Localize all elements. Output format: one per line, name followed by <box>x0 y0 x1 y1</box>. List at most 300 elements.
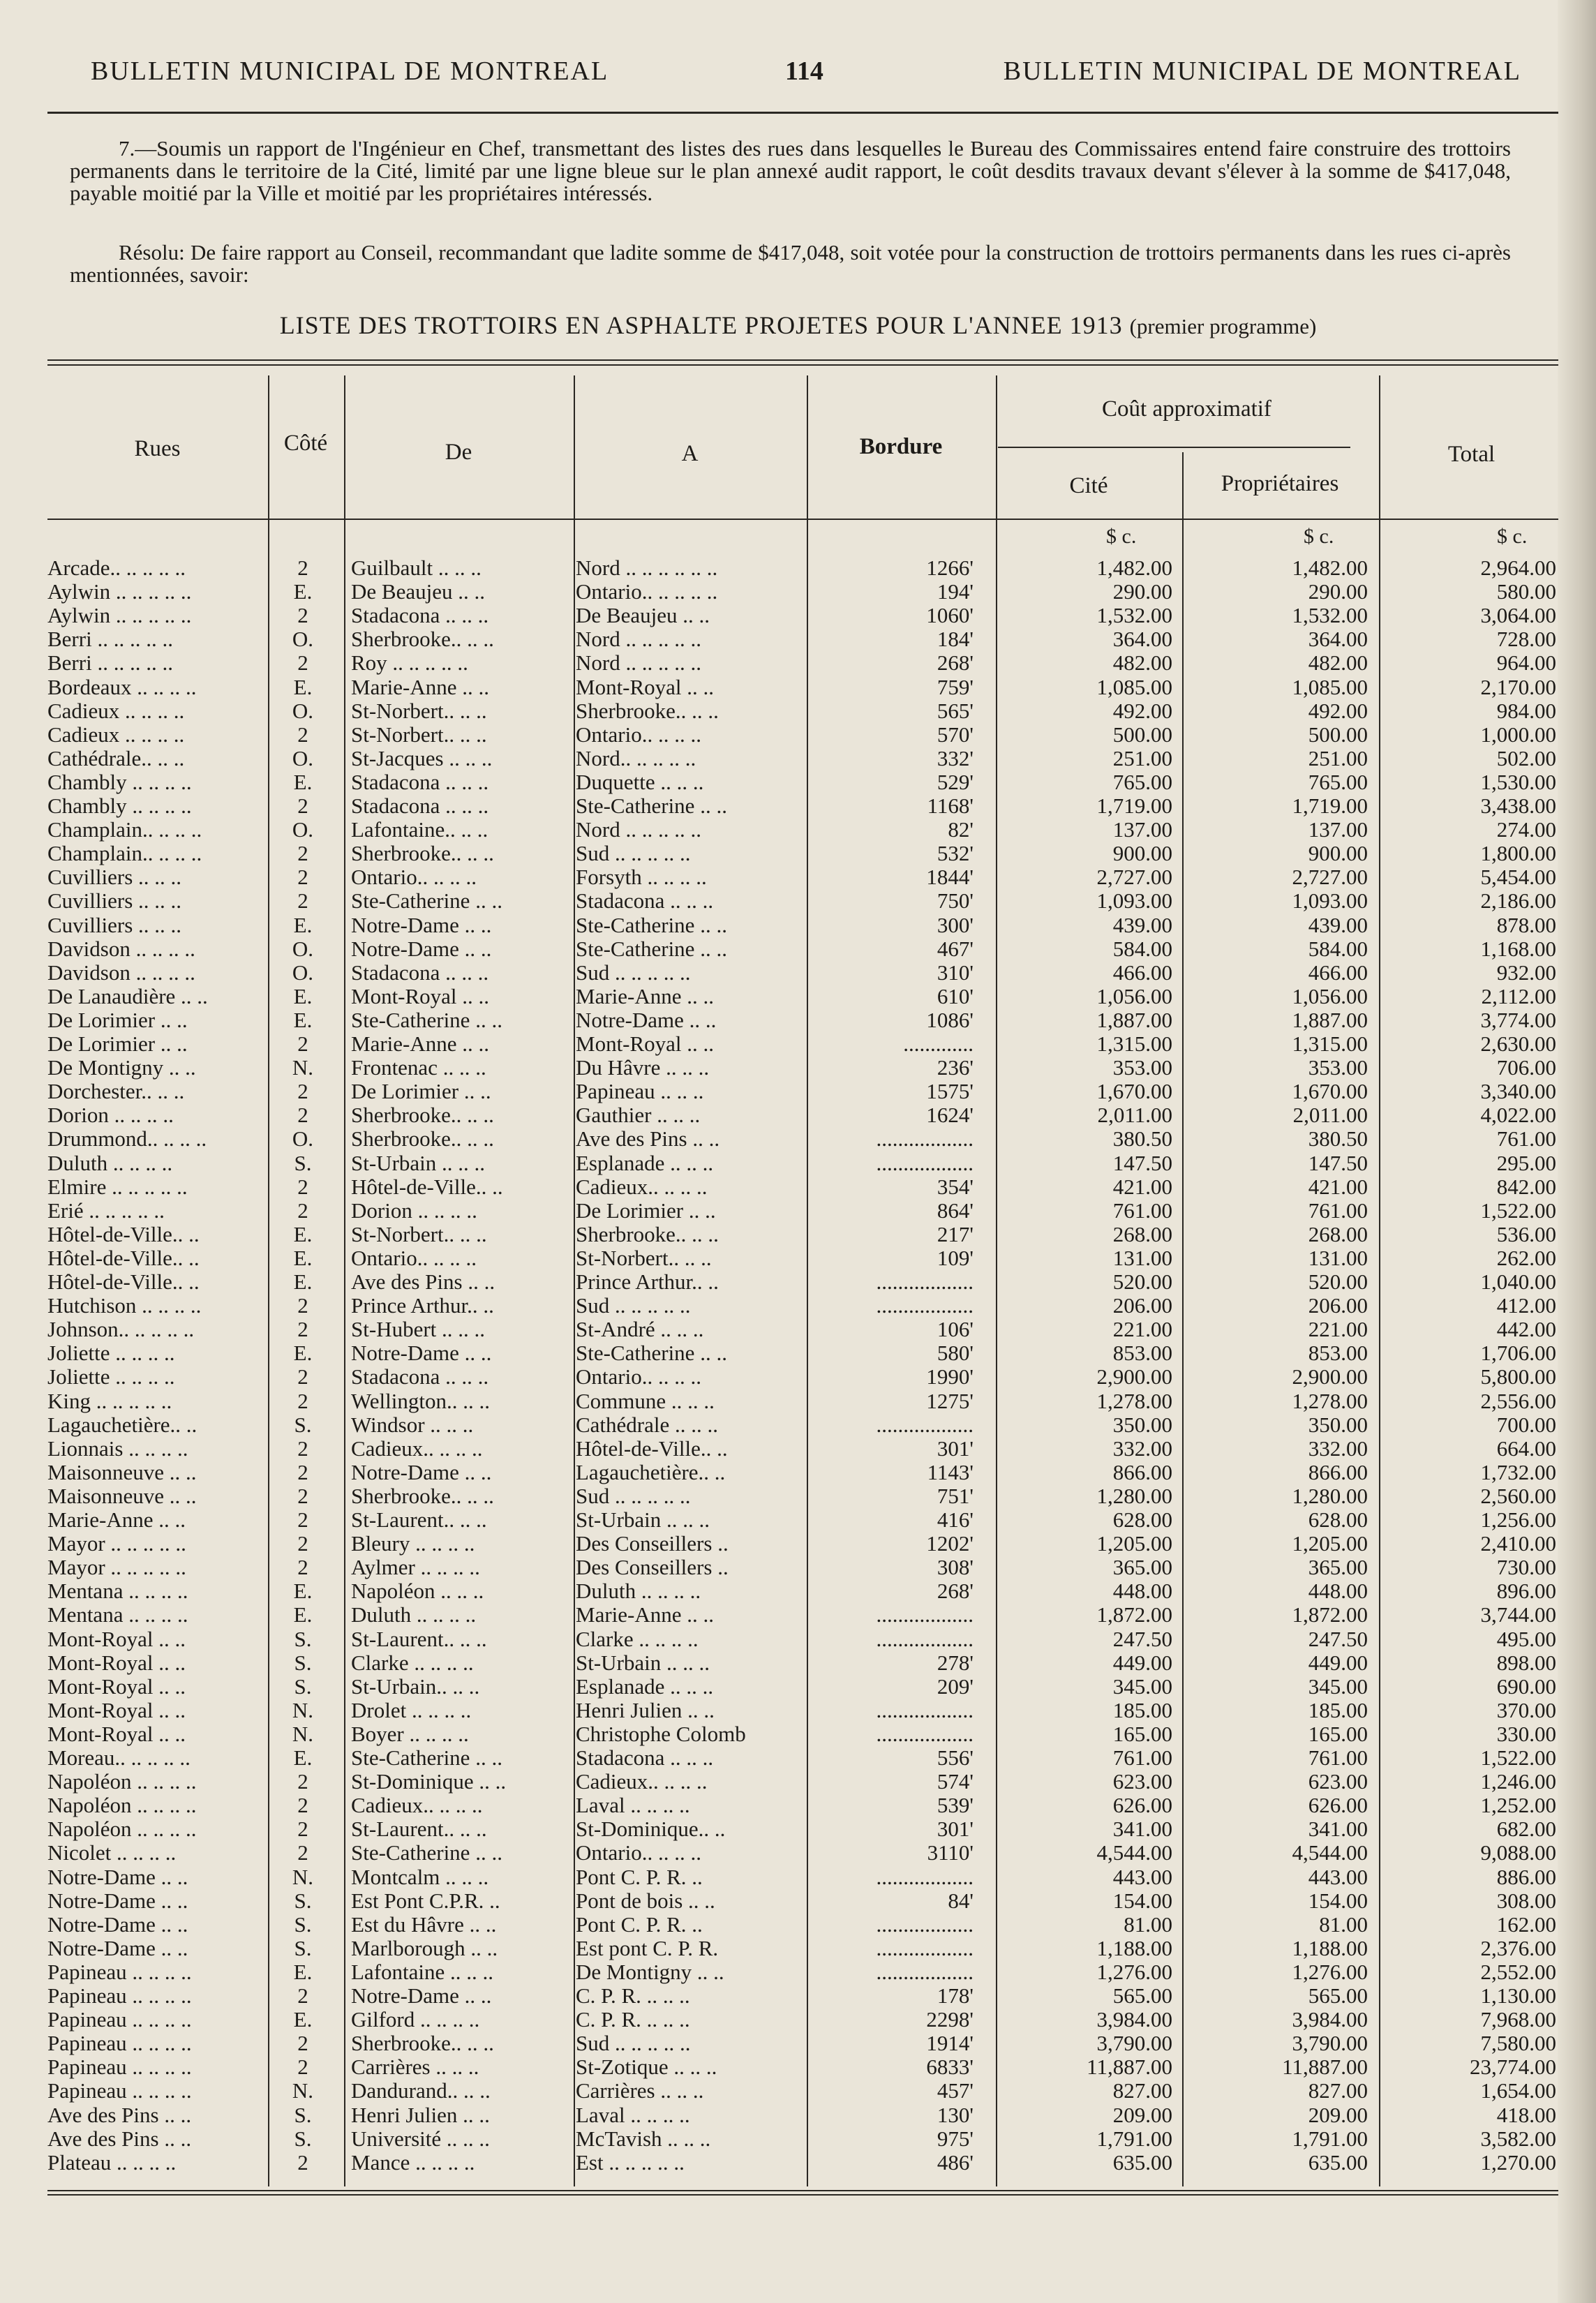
table-row <box>0 1389 1596 1413</box>
cell-a: Ste-Catherine .. .. <box>576 936 727 961</box>
cell-de: Bleury .. .. .. .. <box>351 1531 475 1556</box>
cell-total: 3,582.00 <box>1480 2126 1556 2151</box>
cell-rue: Cadieux .. .. .. .. <box>47 722 185 747</box>
cell-cote: 2 <box>297 2149 308 2175</box>
col-header-cote: Côté <box>283 431 328 456</box>
cell-cote: 2 <box>297 1103 308 1128</box>
cell-total: 1,040.00 <box>1480 1269 1556 1294</box>
cell-de: Hôtel-de-Ville.. .. <box>351 1174 503 1199</box>
cell-a: Marie-Anne .. .. <box>576 1602 714 1627</box>
cell-total: 5,800.00 <box>1480 1364 1556 1389</box>
cell-rue: Dorchester.. .. .. <box>47 1079 185 1104</box>
table-row <box>0 2079 1596 2103</box>
cell-de: Notre-Dame .. .. <box>351 1459 492 1484</box>
cell-bordure: 529' <box>937 769 974 794</box>
cell-total: 370.00 <box>1496 1697 1556 1722</box>
paragraph-resolu: Résolu: De faire rapport au Conseil, recommandant que ladite somme de $417,048, soit votée pour la construction de trottoirs permanents dans les rues ci-après mentionnées, savoir: <box>70 240 1511 287</box>
cell-cout-proprietaires: 147.50 <box>1308 1150 1368 1175</box>
table-row <box>0 1223 1596 1246</box>
cell-de: Notre-Dame .. .. <box>351 912 492 937</box>
table-row <box>0 2103 1596 2127</box>
col-header-rues: Rues <box>134 436 181 461</box>
cell-a: Ste-Catherine .. .. <box>576 912 727 937</box>
cell-de: Ontario.. .. .. .. <box>351 1245 477 1270</box>
cell-a: Papineau .. .. .. <box>576 1079 704 1104</box>
cell-cote: 2 <box>297 650 308 676</box>
table-row <box>0 1865 1596 1889</box>
cell-de: Cadieux.. .. .. .. <box>351 1793 483 1818</box>
cell-cote: E. <box>293 1269 313 1294</box>
cell-cout-cite: 492.00 <box>1112 698 1172 723</box>
cell-de: Henri Julien .. .. <box>351 2102 490 2127</box>
cell-cout-proprietaires: 853.00 <box>1308 1341 1368 1366</box>
cell-de: St-Norbert.. .. .. <box>351 698 487 723</box>
cell-cote: S. <box>294 1674 312 1699</box>
cell-cote: 2 <box>297 603 308 628</box>
cell-cout-proprietaires: 380.50 <box>1308 1126 1368 1152</box>
table-row <box>0 651 1596 675</box>
cell-de: Marie-Anne .. .. <box>351 1031 489 1056</box>
cell-total: 536.00 <box>1496 1221 1556 1246</box>
cell-rue: Mont-Royal .. .. <box>47 1674 186 1699</box>
cell-de: Sherbrooke.. .. .. <box>351 627 494 652</box>
cell-a: De Montigny .. .. <box>576 1959 724 1984</box>
cell-rue: Plateau .. .. .. .. <box>47 2149 177 2175</box>
cell-cout-proprietaires: 866.00 <box>1308 1459 1368 1484</box>
cell-a: Pont C. P. R. .. <box>576 1864 703 1889</box>
cell-a: Sud .. .. .. .. .. <box>576 1483 691 1508</box>
cell-cote: 2 <box>297 1174 308 1199</box>
table-row <box>0 2055 1596 2079</box>
cell-bordure: .................. <box>876 1864 974 1889</box>
cell-rue: Notre-Dame .. .. <box>47 1888 188 1913</box>
cell-de: St-Urbain.. .. .. <box>351 1674 480 1699</box>
cell-cout-proprietaires: 449.00 <box>1308 1650 1368 1675</box>
cell-total: 9,088.00 <box>1480 1840 1556 1865</box>
cell-a: Nord .. .. .. .. .. .. <box>576 556 718 580</box>
cell-cout-cite: 380.50 <box>1112 1126 1172 1152</box>
cell-cout-cite: 221.00 <box>1112 1317 1172 1342</box>
cell-bordure: 6833' <box>926 2055 974 2080</box>
cell-de: Est du Hâvre .. .. <box>351 1911 497 1937</box>
cell-rue: Notre-Dame .. .. <box>47 1864 188 1889</box>
cell-cote: E. <box>293 912 313 937</box>
cell-de: Ontario.. .. .. .. <box>351 865 477 890</box>
cell-a: St-Norbert.. .. .. <box>576 1245 712 1270</box>
cell-cout-proprietaires: 345.00 <box>1308 1674 1368 1699</box>
cell-bordure: .................. <box>876 1935 974 1960</box>
cell-bordure: .................. <box>876 1721 974 1746</box>
cell-total: 1,732.00 <box>1480 1459 1556 1484</box>
cell-bordure: 570' <box>937 722 974 747</box>
cell-rue: Papineau .. .. .. .. <box>47 2078 192 2103</box>
cell-cote: E. <box>293 579 313 604</box>
cell-rue: Papineau .. .. .. .. <box>47 2007 192 2032</box>
table-row <box>0 889 1596 913</box>
cell-cout-proprietaires: 3,790.00 <box>1292 2031 1368 2056</box>
cell-bordure: 217' <box>937 1221 974 1246</box>
cell-cout-cite: 449.00 <box>1112 1650 1172 1675</box>
cell-bordure: 1168' <box>927 793 974 818</box>
cell-de: St-Urbain .. .. .. <box>351 1150 486 1175</box>
cell-cout-proprietaires: 761.00 <box>1308 1745 1368 1770</box>
cell-cout-proprietaires: 1,085.00 <box>1292 674 1368 699</box>
cell-rue: Ave des Pins .. .. <box>47 2102 192 2127</box>
cell-total: 1,252.00 <box>1480 1793 1556 1818</box>
cell-cout-cite: 332.00 <box>1112 1436 1172 1461</box>
cell-de: Lafontaine.. .. .. <box>351 817 489 842</box>
cell-bordure: 130' <box>937 2102 974 2127</box>
cell-de: Drolet .. .. .. .. <box>351 1697 472 1722</box>
cell-total: 2,112.00 <box>1481 983 1556 1008</box>
unit-total: $ c. <box>1497 525 1528 548</box>
cell-cout-proprietaires: 4,544.00 <box>1292 1840 1368 1865</box>
table-row <box>0 747 1596 770</box>
cell-total: 964.00 <box>1496 650 1556 676</box>
col-header-cout: Coût approximatif <box>1102 396 1271 422</box>
cell-rue: Joliette .. .. .. .. <box>47 1341 175 1366</box>
cell-rue: Mont-Royal .. .. <box>47 1626 186 1651</box>
cell-a: McTavish .. .. .. <box>576 2126 711 2151</box>
cell-cout-proprietaires: 1,872.00 <box>1292 1602 1368 1627</box>
cell-cout-cite: 500.00 <box>1112 722 1172 747</box>
cell-cout-proprietaires: 290.00 <box>1308 579 1368 604</box>
cell-total: 898.00 <box>1496 1650 1556 1675</box>
cell-a: Commune .. .. .. <box>576 1388 715 1413</box>
cell-de: Sherbrooke.. .. .. <box>351 1103 494 1128</box>
cell-cout-proprietaires: 439.00 <box>1308 912 1368 937</box>
cell-a: Stadacona .. .. .. <box>576 888 714 914</box>
col-header-total: Total <box>1447 442 1496 467</box>
cell-cout-cite: 1,278.00 <box>1096 1388 1172 1413</box>
cell-a: Sud .. .. .. .. .. <box>576 841 691 866</box>
cell-bordure: 268' <box>937 1579 974 1604</box>
cell-bordure: 1624' <box>926 1103 974 1128</box>
cell-cout-proprietaires: 520.00 <box>1308 1269 1368 1294</box>
table-row <box>0 1841 1596 1865</box>
cell-a: C. P. R. .. .. .. <box>576 2007 690 2032</box>
cell-total: 1,522.00 <box>1480 1745 1556 1770</box>
table-row <box>0 1699 1596 1722</box>
cell-bordure: 486' <box>937 2149 974 2175</box>
cell-rue: Aylwin .. .. .. .. .. <box>47 603 192 628</box>
cell-total: 761.00 <box>1496 1126 1556 1152</box>
cell-cout-cite: 448.00 <box>1112 1579 1172 1604</box>
cell-cote: S. <box>294 1650 312 1675</box>
table-row <box>0 1579 1596 1603</box>
cell-total: 1,168.00 <box>1480 936 1556 961</box>
cell-bordure: 308' <box>937 1555 974 1580</box>
cell-rue: Erié .. .. .. .. .. <box>47 1198 165 1223</box>
table-row <box>0 2008 1596 2032</box>
cell-a: Est .. .. .. .. .. <box>576 2149 685 2175</box>
cell-rue: De Lorimier .. .. <box>47 1031 188 1056</box>
cell-cout-proprietaires: 1,791.00 <box>1292 2126 1368 2151</box>
table-row <box>0 1532 1596 1556</box>
cell-total: 1,522.00 <box>1480 1198 1556 1223</box>
cell-cout-proprietaires: 185.00 <box>1308 1697 1368 1722</box>
cell-bordure: 467' <box>937 936 974 961</box>
cell-rue: Mentana .. .. .. .. <box>47 1602 188 1627</box>
cell-a: C. P. R. .. .. .. <box>576 1983 690 2008</box>
table-row <box>0 1913 1596 1937</box>
table-row <box>0 1960 1596 1984</box>
cell-de: Notre-Dame .. .. <box>351 1341 492 1366</box>
cell-total: 2,376.00 <box>1480 1935 1556 1960</box>
cell-cout-proprietaires: 81.00 <box>1319 1911 1368 1937</box>
cell-cout-proprietaires: 350.00 <box>1308 1412 1368 1437</box>
cell-de: Stadacona .. .. .. <box>351 1364 489 1389</box>
cell-bordure: 1275' <box>926 1388 974 1413</box>
cell-cout-proprietaires: 1,315.00 <box>1292 1031 1368 1056</box>
cell-total: 412.00 <box>1496 1293 1556 1318</box>
cell-bordure: 751' <box>937 1483 974 1508</box>
cell-rue: Hutchison .. .. .. .. <box>47 1293 202 1318</box>
table-bottom-rule-2 <box>47 2194 1558 2196</box>
cell-rue: Maisonneuve .. .. <box>47 1459 197 1484</box>
cell-de: Stadacona .. .. .. <box>351 603 489 628</box>
cell-cote: 2 <box>297 1317 308 1342</box>
cell-a: Esplanade .. .. .. <box>576 1150 714 1175</box>
cell-de: Boyer .. .. .. .. <box>351 1721 469 1746</box>
table-row <box>0 1127 1596 1151</box>
cell-bordure: 184' <box>937 627 974 652</box>
cell-cout-proprietaires: 500.00 <box>1308 722 1368 747</box>
cell-bordure: .................. <box>876 1150 974 1175</box>
cell-de: Mont-Royal .. .. <box>351 983 490 1008</box>
cell-total: 308.00 <box>1496 1888 1556 1913</box>
cell-cout-cite: 3,790.00 <box>1096 2031 1172 2056</box>
cell-cote: 2 <box>297 1364 308 1389</box>
cell-bordure: 1575' <box>926 1079 974 1104</box>
cell-cout-proprietaires: 1,670.00 <box>1292 1079 1368 1104</box>
cell-total: 682.00 <box>1496 1817 1556 1842</box>
cell-cout-cite: 1,719.00 <box>1096 793 1172 818</box>
cell-cout-cite: 565.00 <box>1112 1983 1172 2008</box>
cell-cout-cite: 1,093.00 <box>1096 888 1172 914</box>
cell-cote: N. <box>292 1055 314 1080</box>
col-header-bordure: Bordure <box>859 434 943 459</box>
running-header <box>91 56 1521 98</box>
cell-rue: Cuvilliers .. .. .. <box>47 912 182 937</box>
cell-cout-cite: 247.50 <box>1112 1626 1172 1651</box>
cell-rue: Maisonneuve .. .. <box>47 1483 197 1508</box>
cell-cote: S. <box>294 1935 312 1960</box>
cell-bordure: 178' <box>937 1983 974 2008</box>
cell-cote: S. <box>294 2126 312 2151</box>
cell-cout-cite: 2,727.00 <box>1096 865 1172 890</box>
cell-de: Ste-Catherine .. .. <box>351 888 502 914</box>
cell-cote: O. <box>292 745 314 770</box>
cell-cout-cite: 209.00 <box>1112 2102 1172 2127</box>
table-row <box>0 1675 1596 1699</box>
cell-rue: Napoléon .. .. .. .. <box>47 1793 197 1818</box>
cell-a: Marie-Anne .. .. <box>576 983 714 1008</box>
cell-rue: De Montigny .. .. <box>47 1055 196 1080</box>
cell-cote: E. <box>293 1245 313 1270</box>
cell-total: 502.00 <box>1496 745 1556 770</box>
cell-cout-cite: 11,887.00 <box>1087 2055 1172 2080</box>
cell-bordure: 750' <box>937 888 974 914</box>
cell-cout-proprietaires: 448.00 <box>1308 1579 1368 1604</box>
cell-cote: 2 <box>297 722 308 747</box>
cell-cote: S. <box>294 2102 312 2127</box>
cell-a: Esplanade .. .. .. <box>576 1674 714 1699</box>
cell-cote: 2 <box>297 1483 308 1508</box>
cell-rue: Hôtel-de-Ville.. .. <box>47 1269 200 1294</box>
cell-bordure: 236' <box>937 1055 974 1080</box>
cell-a: Ste-Catherine .. .. <box>576 1341 727 1366</box>
cell-de: Sherbrooke.. .. .. <box>351 841 494 866</box>
cell-cout-proprietaires: 2,900.00 <box>1292 1364 1368 1389</box>
cell-rue: Chambly .. .. .. .. <box>47 769 192 794</box>
cell-total: 730.00 <box>1496 1555 1556 1580</box>
cell-bordure: .................. <box>876 1602 974 1627</box>
cell-rue: Drummond.. .. .. .. <box>47 1126 207 1152</box>
cell-rue: Dorion .. .. .. .. <box>47 1103 174 1128</box>
cell-bordure: 301' <box>937 1436 974 1461</box>
cell-cout-proprietaires: 635.00 <box>1308 2149 1368 2175</box>
cell-de: St-Dominique .. .. <box>351 1769 507 1794</box>
table-row <box>0 627 1596 651</box>
cell-cote: S. <box>294 1412 312 1437</box>
cell-total: 5,454.00 <box>1480 865 1556 890</box>
cell-de: Ave des Pins .. .. <box>351 1269 495 1294</box>
cell-rue: De Lorimier .. .. <box>47 1007 188 1032</box>
cell-rue: Cuvilliers .. .. .. <box>47 888 182 914</box>
cell-rue: Moreau.. .. .. .. .. <box>47 1745 191 1770</box>
cell-de: Ste-Catherine .. .. <box>351 1007 502 1032</box>
cell-a: Sud .. .. .. .. .. <box>576 1293 691 1318</box>
cell-a: Henri Julien .. .. <box>576 1697 715 1722</box>
cell-a: Mont-Royal .. .. <box>576 1031 715 1056</box>
cell-cout-cite: 1,532.00 <box>1096 603 1172 628</box>
header-bottom-rule <box>47 519 1558 520</box>
table-row <box>0 2032 1596 2055</box>
cell-cout-proprietaires: 364.00 <box>1308 627 1368 652</box>
cell-bordure: 310' <box>937 960 974 985</box>
cell-cout-cite: 1,887.00 <box>1096 1007 1172 1032</box>
cell-cote: E. <box>293 769 313 794</box>
cell-a: Des Conseillers .. <box>576 1555 729 1580</box>
cell-cote: E. <box>293 1579 313 1604</box>
cell-cote: S. <box>294 1626 312 1651</box>
cell-a: Sherbrooke.. .. .. <box>576 698 719 723</box>
table-row <box>0 1651 1596 1675</box>
header-left: BULLETIN MUNICIPAL DE MONTREAL <box>91 57 609 86</box>
table-row <box>0 985 1596 1008</box>
cell-de: Montcalm .. .. .. <box>351 1864 489 1889</box>
cell-de: Duluth .. .. .. .. <box>351 1602 477 1627</box>
cell-cout-proprietaires: 221.00 <box>1308 1317 1368 1342</box>
cell-total: 23,774.00 <box>1470 2055 1556 2080</box>
cell-cout-cite: 154.00 <box>1112 1888 1172 1913</box>
cell-rue: Papineau .. .. .. .. <box>47 2055 192 2080</box>
cell-total: 728.00 <box>1496 627 1556 652</box>
cell-de: St-Norbert.. .. .. <box>351 1221 487 1246</box>
table-row <box>0 1937 1596 1960</box>
cell-total: 706.00 <box>1496 1055 1556 1080</box>
cell-cout-proprietaires: 1,278.00 <box>1292 1388 1368 1413</box>
cell-total: 690.00 <box>1496 1674 1556 1699</box>
cell-cote: E. <box>293 1959 313 1984</box>
table-row <box>0 1413 1596 1437</box>
cell-bordure: 457' <box>937 2078 974 2103</box>
cell-de: Sherbrooke.. .. .. <box>351 1483 494 1508</box>
cell-total: 1,706.00 <box>1480 1341 1556 1366</box>
cell-cout-cite: 1,670.00 <box>1096 1079 1172 1104</box>
table-row <box>0 794 1596 818</box>
cell-cote: 2 <box>297 793 308 818</box>
table-row <box>0 1103 1596 1127</box>
cell-cout-cite: 761.00 <box>1112 1198 1172 1223</box>
cell-total: 842.00 <box>1496 1174 1556 1199</box>
cell-de: Marlborough .. .. <box>351 1935 498 1960</box>
cell-cote: 2 <box>297 865 308 890</box>
cell-total: 295.00 <box>1496 1150 1556 1175</box>
cell-cote: N. <box>292 2078 314 2103</box>
cell-de: Notre-Dame .. .. <box>351 1983 492 2008</box>
cell-cote: E. <box>293 1341 313 1366</box>
cell-cote: E. <box>293 1602 313 1627</box>
cell-a: De Lorimier .. .. <box>576 1198 716 1223</box>
cell-cout-proprietaires: 2,011.00 <box>1292 1103 1368 1128</box>
cell-cout-cite: 866.00 <box>1112 1459 1172 1484</box>
cell-cout-cite: 1,315.00 <box>1096 1031 1172 1056</box>
cell-bordure: .................. <box>876 1293 974 1318</box>
cell-cout-proprietaires: 1,719.00 <box>1292 793 1368 818</box>
cell-cote: 2 <box>297 1840 308 1865</box>
cell-de: Windsor .. .. .. <box>351 1412 474 1437</box>
cell-de: Stadacona .. .. .. <box>351 793 489 818</box>
cell-cout-proprietaires: 584.00 <box>1308 936 1368 961</box>
cell-de: St-Laurent.. .. .. <box>351 1507 487 1532</box>
cell-a: Nord.. .. .. .. .. <box>576 745 696 770</box>
cell-cout-proprietaires: 626.00 <box>1308 1793 1368 1818</box>
table-row <box>0 1294 1596 1318</box>
col-header-cite: Cité <box>1069 473 1108 498</box>
cell-total: 1,256.00 <box>1480 1507 1556 1532</box>
cell-de: St-Hubert .. .. .. <box>351 1317 486 1342</box>
cell-a: Ontario.. .. .. .. .. <box>576 579 718 604</box>
cell-a: St-Urbain .. .. .. <box>576 1650 710 1675</box>
cell-cote: O. <box>292 960 314 985</box>
cell-a: Du Hâvre .. .. .. <box>576 1055 710 1080</box>
cell-a: Pont C. P. R. .. <box>576 1911 703 1937</box>
cell-total: 7,968.00 <box>1480 2007 1556 2032</box>
cell-cout-proprietaires: 365.00 <box>1308 1555 1368 1580</box>
cell-a: Ontario.. .. .. .. <box>576 722 701 747</box>
table-row <box>0 1246 1596 1270</box>
cell-bordure: 278' <box>937 1650 974 1675</box>
cell-total: 3,064.00 <box>1480 603 1556 628</box>
cell-cout-proprietaires: 341.00 <box>1308 1817 1368 1842</box>
cell-cout-cite: 206.00 <box>1112 1293 1172 1318</box>
cell-cote: 2 <box>297 888 308 914</box>
cell-cote: S. <box>294 1911 312 1937</box>
cell-cout-proprietaires: 1,280.00 <box>1292 1483 1368 1508</box>
cell-cote: O. <box>292 1126 314 1152</box>
cell-cote: N. <box>292 1864 314 1889</box>
cell-de: Marie-Anne .. .. <box>351 674 489 699</box>
cell-rue: Bordeaux .. .. .. .. <box>47 674 197 699</box>
cell-rue: Berri .. .. .. .. .. <box>47 650 173 676</box>
cell-a: De Beaujeu .. .. <box>576 603 710 628</box>
cell-rue: Mentana .. .. .. .. <box>47 1579 188 1604</box>
cell-bordure: 82' <box>948 817 974 842</box>
cell-de: Mance .. .. .. .. <box>351 2149 475 2175</box>
cell-cote: 2 <box>297 2055 308 2080</box>
